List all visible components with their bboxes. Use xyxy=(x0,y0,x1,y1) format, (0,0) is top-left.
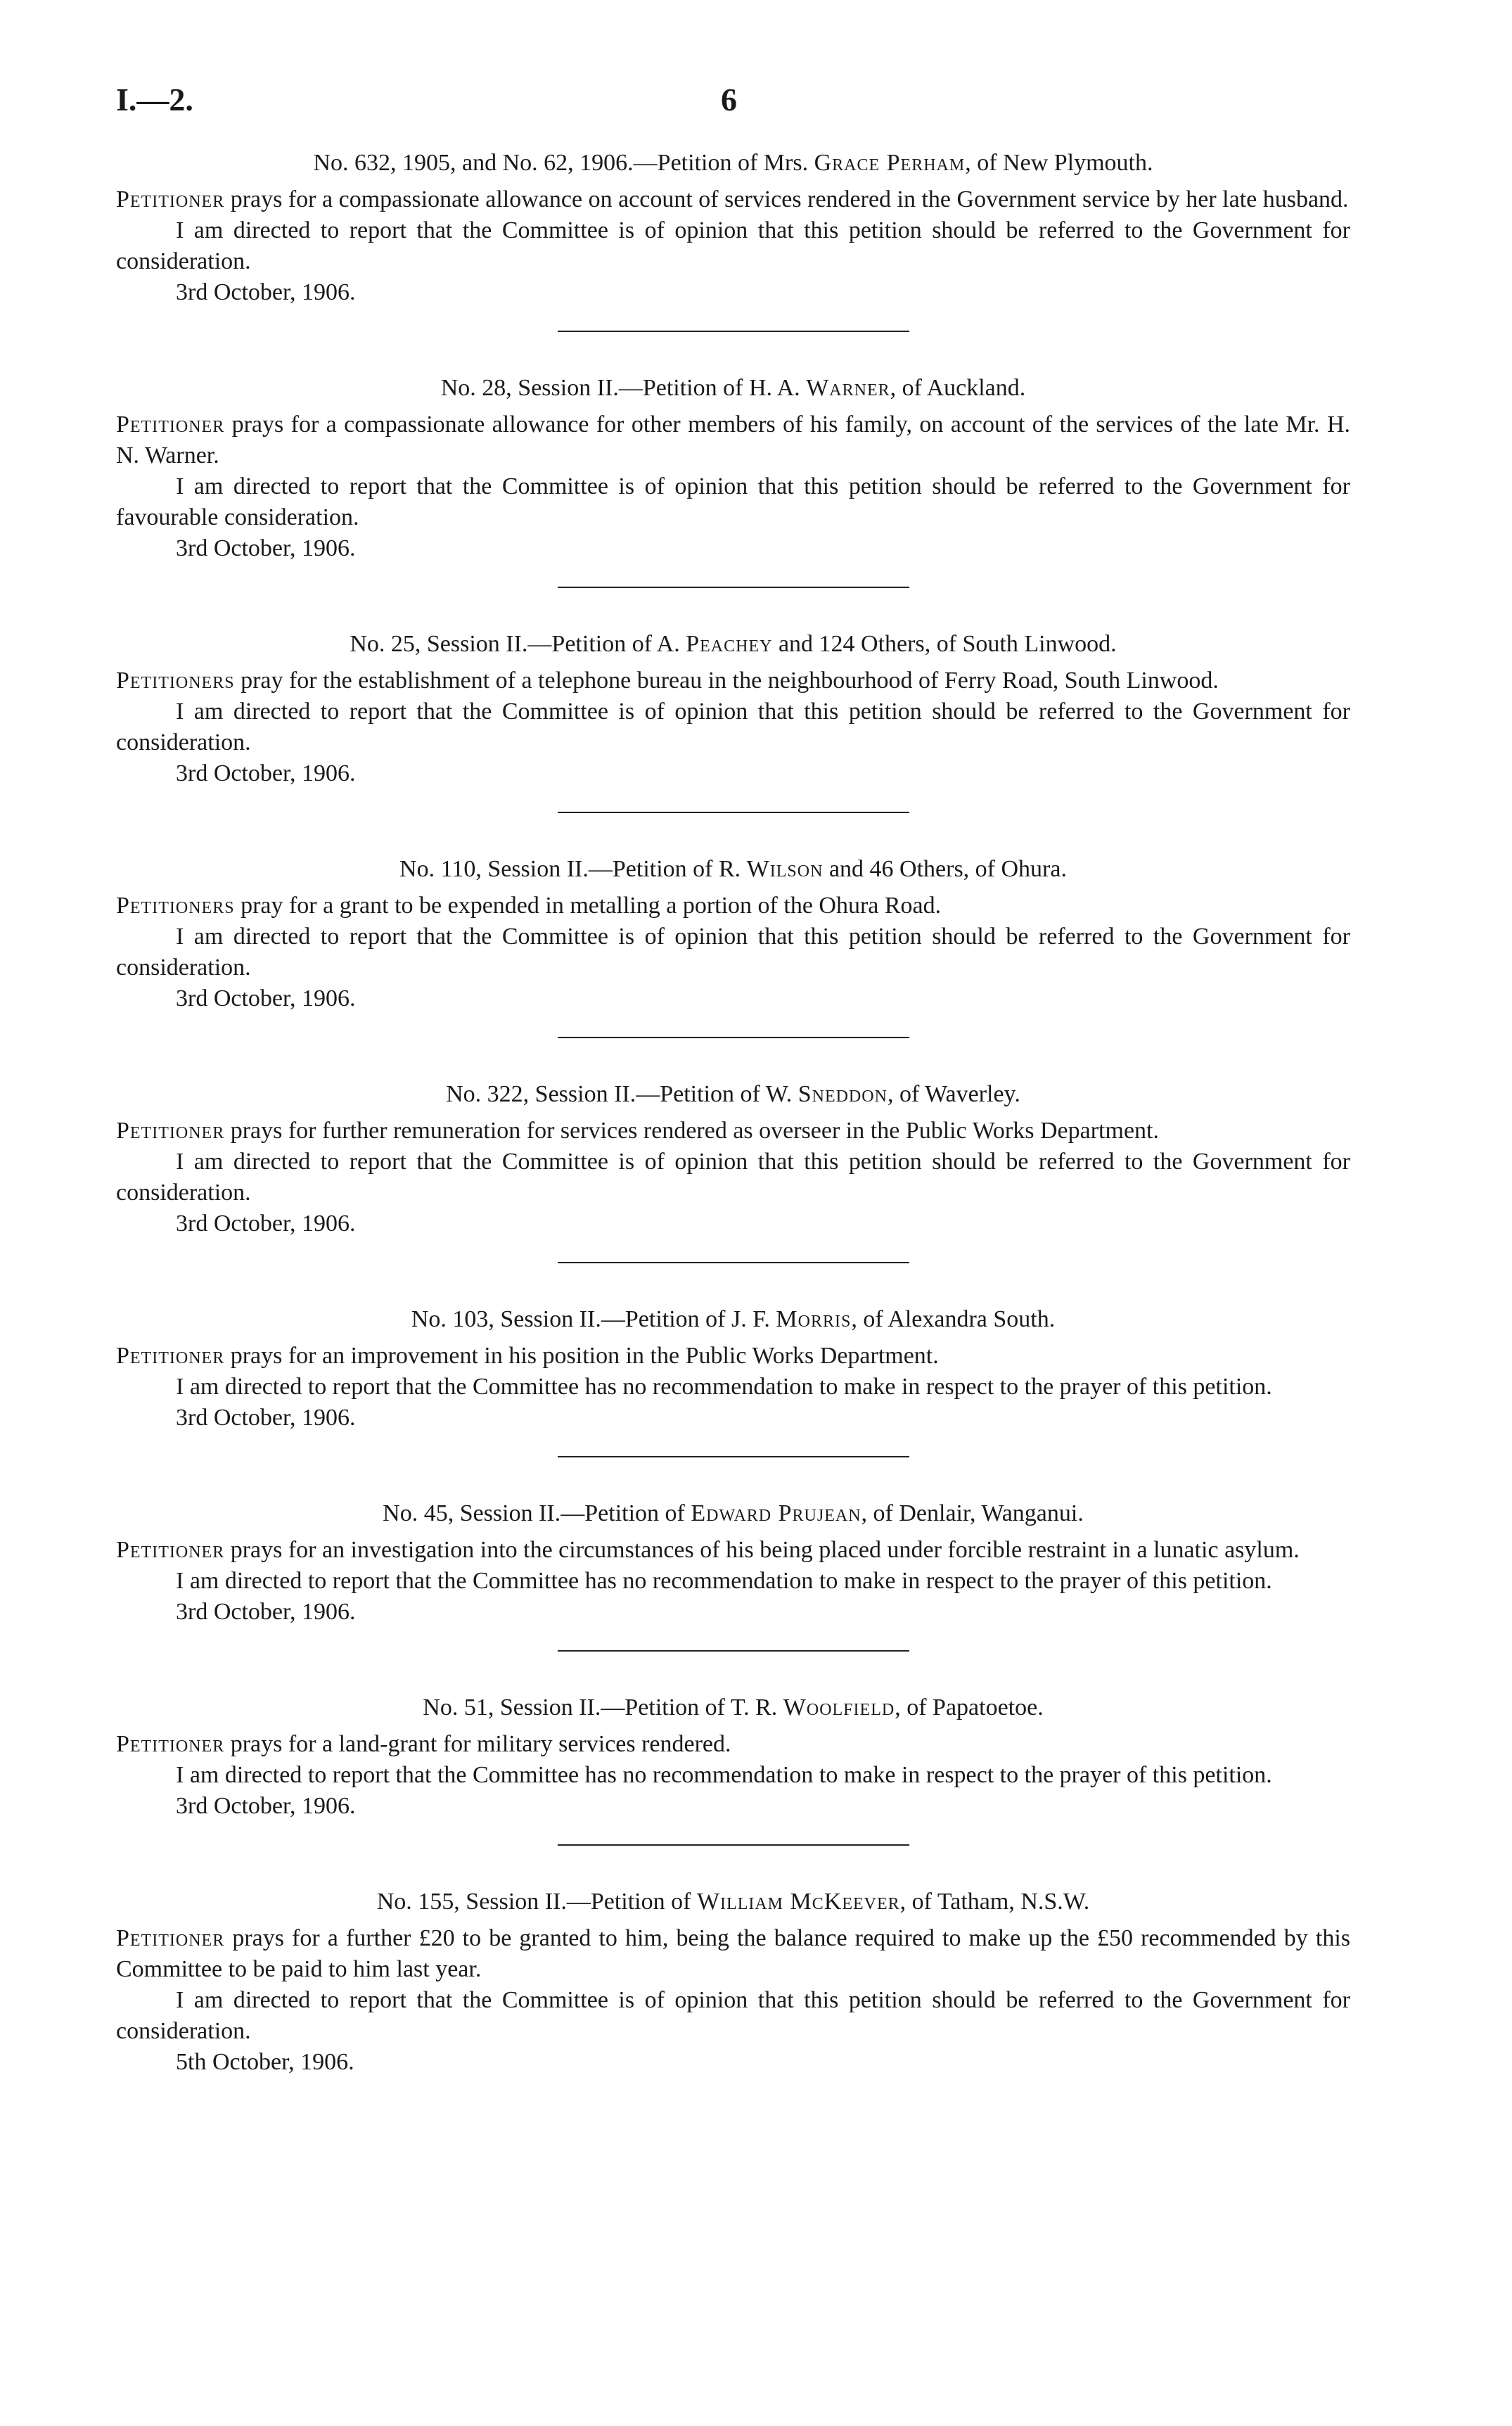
petition-heading: No. 45, Session II.—Petition of Edward Prujean, of Denlair, Wanganui. xyxy=(383,1500,1084,1526)
section-divider xyxy=(558,812,909,813)
petition-entry xyxy=(116,1304,1350,1434)
page-number: 6 xyxy=(721,82,737,117)
committee-report: I am directed to report that the Committee is of opinion that this petition should be referred to the Government for consideration. xyxy=(116,1987,1350,2044)
petition-entry xyxy=(116,1498,1350,1628)
section-divider xyxy=(558,331,909,332)
committee-report: I am directed to report that the Committee has no recommendation to make in respect to the prayer of this petition. xyxy=(176,1762,1272,1788)
petition-prayer: Petitioner prays for a land-grant for military services rendered. xyxy=(116,1731,731,1757)
page-header xyxy=(116,81,1466,123)
report-date: 3rd October, 1906. xyxy=(176,279,356,305)
petition-prayer: Petitioners pray for the establishment of a telephone bureau in the neighbourhood of Ferry Road, South Linwood. xyxy=(116,668,1219,694)
petitioner-name: William McKeever xyxy=(696,1889,900,1915)
committee-report: I am directed to report that the Committee has no recommendation to make in respect to the prayer of this petition. xyxy=(176,1374,1272,1400)
committee-report: I am directed to report that the Committee is of opinion that this petition should be referred to the Government for consideration. xyxy=(116,1149,1350,1206)
committee-report: I am directed to report that the Committee is of opinion that this petition should be referred to the Government for favourable consideration. xyxy=(116,473,1350,530)
report-date: 3rd October, 1906. xyxy=(176,1793,356,1819)
petition-prayer: Petitioner prays for further remuneration for services rendered as overseer in the Public Works Department. xyxy=(116,1118,1159,1144)
committee-report: I am directed to report that the Committee has no recommendation to make in respect to the prayer of this petition. xyxy=(176,1568,1272,1594)
petition-entry xyxy=(116,1079,1350,1239)
petition-prayer: Petitioner prays for a compassionate allowance on account of services rendered in the Government service by her late husband. xyxy=(116,186,1349,212)
report-date: 3rd October, 1906. xyxy=(176,1405,356,1431)
petition-entry xyxy=(116,373,1350,564)
petition-heading: No. 103, Session II.—Petition of J. F. Morris, of Alexandra South. xyxy=(411,1306,1056,1332)
petition-prayer: Petitioner prays for an investigation into the circumstances of his being placed under forcible restraint in a lunatic asylum. xyxy=(116,1537,1300,1563)
report-date: 3rd October, 1906. xyxy=(176,1599,356,1625)
petitions-report xyxy=(116,148,1350,2078)
committee-report: I am directed to report that the Committee is of opinion that this petition should be referred to the Government for consideration. xyxy=(116,698,1350,755)
petition-prayer: Petitioner prays for a further £20 to be granted to him, being the balance required to make up the £50 recommended by this Committee to be paid to him last year. xyxy=(116,1925,1350,1982)
petition-entry xyxy=(116,854,1350,1014)
section-divider xyxy=(558,1844,909,1846)
petition-heading: No. 110, Session II.—Petition of R. Wilson and 46 Others, of Ohura. xyxy=(399,856,1067,882)
petitioner-name: Sneddon xyxy=(797,1081,888,1107)
petition-heading: No. 155, Session II.—Petition of William McKeever, of Tatham, N.S.W. xyxy=(376,1889,1090,1915)
petition-prayer: Petitioners pray for a grant to be expended in metalling a portion of the Ohura Road. xyxy=(116,893,942,919)
petition-entry xyxy=(116,1692,1350,1822)
petitioner-name: Warner xyxy=(806,375,890,401)
section-divider xyxy=(558,1456,909,1457)
report-date: 5th October, 1906. xyxy=(176,2049,354,2075)
petition-entry xyxy=(116,629,1350,789)
committee-report: I am directed to report that the Committee is of opinion that this petition should be referred to the Government for consideration. xyxy=(116,217,1350,274)
report-date: 3rd October, 1906. xyxy=(176,1211,356,1237)
report-date: 3rd October, 1906. xyxy=(176,985,356,1011)
committee-report: I am directed to report that the Committee is of opinion that this petition should be referred to the Government for consideration. xyxy=(116,924,1350,981)
report-date: 3rd October, 1906. xyxy=(176,760,356,786)
section-divider xyxy=(558,1650,909,1652)
petitioner-name: Morris xyxy=(776,1306,852,1332)
petitioner-name: Woolfield xyxy=(783,1694,895,1720)
parliamentary-paper-reference: I.—2. xyxy=(116,82,193,117)
petition-heading: No. 632, 1905, and No. 62, 1906.—Petition of Mrs. Grace Perham, of New Plymouth. xyxy=(313,150,1153,176)
petition-prayer: Petitioner prays for a compassionate allowance for other members of his family, on account of the services of the late Mr. H. N. Warner. xyxy=(116,411,1350,468)
petition-heading: No. 322, Session II.—Petition of W. Sneddon, of Waverley. xyxy=(446,1081,1020,1107)
petitioner-name: Peachey xyxy=(686,631,773,657)
section-divider xyxy=(558,587,909,588)
petition-heading: No. 25, Session II.—Petition of A. Peachey and 124 Others, of South Linwood. xyxy=(350,631,1117,657)
section-divider xyxy=(558,1262,909,1263)
petition-entry xyxy=(116,148,1350,308)
report-date: 3rd October, 1906. xyxy=(176,535,356,561)
petitioner-name: Edward Prujean xyxy=(691,1500,861,1526)
petitioner-name: Wilson xyxy=(746,856,824,882)
petition-heading: No. 28, Session II.—Petition of H. A. Warner, of Auckland. xyxy=(440,375,1026,401)
petition-heading: No. 51, Session II.—Petition of T. R. Woolfield, of Papatoetoe. xyxy=(423,1694,1044,1720)
petitioner-name: Grace Perham xyxy=(814,150,966,176)
petition-prayer: Petitioner prays for an improvement in his position in the Public Works Department. xyxy=(116,1343,939,1369)
petition-entry xyxy=(116,1886,1350,2078)
section-divider xyxy=(558,1037,909,1038)
